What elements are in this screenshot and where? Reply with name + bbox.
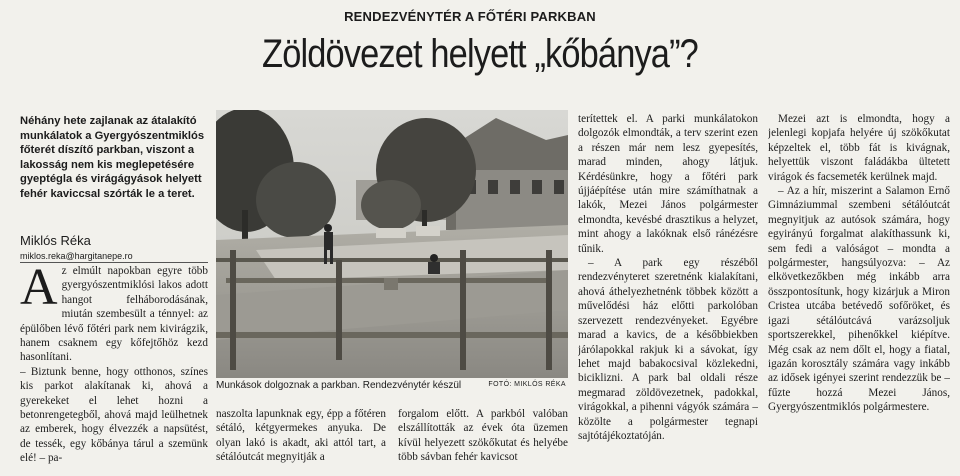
paragraph: terítettek el. A parki munkálatokon dolgozók elmondták, a terv szerint ezen a részen már nem lesz gyepesítés, marad minden, ahogy látjuk. Kérdésünkre, hogy a főtéri park újjáépítése után mire számíthatnak a lakók, Mezei János polgármester elmondta, kevésbé drasztikus a helyzet, mint ahogy a lakóknak első ránézésre tűnik.: [578, 113, 758, 255]
text-column-1: [20, 264, 208, 474]
paragraph: – Biztunk benne, hogy otthonos, színes kis parkot alakítanak ki, ahová a gyerekeket el lehet hozni a betonrengetegből, ahová majd leülhetnek az emberek, hogy élvezzék a napsütést, de tessék, egy kőbánya tárul a szemünk elé! – pa-: [20, 365, 208, 465]
paragraph: naszolta lapunknak egy, épp a főtéren sétáló, kétgyermekes anyuka. De olyan lakó is akadt, aki attól tart, a sétálóutcát megnyitják a: [216, 408, 386, 464]
text-column-3: [398, 407, 568, 475]
photo-caption: [216, 380, 568, 391]
paragraph: – A park egy részéből rendezvényteret szeretnénk kialakítani, ahová áthelyezhetnénk többek között a művelődési ház előtti parkolóban szervezett rendezvényeket. Egyébre marad a kavics, de a későbbiekben járólapokkal rakjuk ki a sávokat, így lehet majd babakocsival közlekedni, biciklizni. A park bal oldali része megmarad zöldövezetnek, padokkal, virágokkal, a pihenni vágyók számára – közölte a polgármester tegnapi sajtótájékoztatóján.: [578, 257, 758, 442]
park-construction-photo: [216, 110, 568, 378]
paragraph: Mezei azt is elmondta, hogy a jelenlegi kopjafa helyére új szökőkutat képzeltek el, több fát is kivágnak, helyettük viszont faládákba ültetett virágok és facsemeték kerülnek majd.: [768, 113, 950, 183]
article-kicker: RENDEZVÉNYTÉR A FŐTÉRI PARKBAN: [344, 9, 596, 24]
photo-credit: FOTÓ: MIKLÓS RÉKA: [488, 381, 566, 388]
author-name: Miklós Réka: [20, 233, 91, 248]
paragraph: forgalom előtt. A parkból valóban elszállították az évek óta üzemen kívül helyezett szökőkutat és helyébe több sávban fehér kavicsot: [398, 408, 568, 464]
paragraph: – Az a hír, miszerint a Salamon Ernő Gimnáziummal szembeni sétálóutcát megnyitjuk az autósok számára, hogy egyirányú forgalmat alakíthassunk ki, sem fedi a valóságot – mondta a polgármester, hangsúlyozva: – Az elkövetkezőkben még inkább arra összpontosítunk, hogy kizárjuk a Miron Cristea utcába betévedő sofőröket, és igazi sétálóutcává varázsoljuk sportszerekkel, pihenőkkel kiépítve. Még csak az nem dőlt el, hogy a fiatal, igazán korosztály számára vagy inkább az idősek igényei szerint rendezzük be – fűzte hozzá Mezei János, Gyergyószentmiklós polgármestere.: [768, 185, 950, 414]
text-column-4: [578, 112, 758, 474]
article-headline: Zöldövezet helyett „kőbánya”?: [262, 32, 698, 76]
article-photo: [216, 110, 568, 378]
author-email: miklos.reka@hargitanepe.ro: [20, 251, 208, 263]
article-lead: Néhány hete zajlanak az átalakító munkálatok a Gyergyószentmiklós főterét díszítő parkban, viszont a lakosság nem kis meglepetésére gyeptégla és virágágyások helyett fehér kaviccsal szórták le a teret.: [20, 115, 205, 200]
paragraph: z elmúlt napokban egyre több gyergyószentmiklósi lakos adott hangot felháborodásának, miután szembesült a ténnyel: az épülőben lévő főtéri park nem kivirágzik, hanem csaknem egy kőfejtőhöz kezd hasonlítani.: [20, 265, 208, 364]
text-column-2: [216, 407, 386, 475]
caption-text: Munkások dolgoznak a parkban. Rendezvénytér készül: [216, 380, 462, 391]
drop-cap: A: [20, 264, 58, 316]
text-column-5: [768, 112, 950, 474]
